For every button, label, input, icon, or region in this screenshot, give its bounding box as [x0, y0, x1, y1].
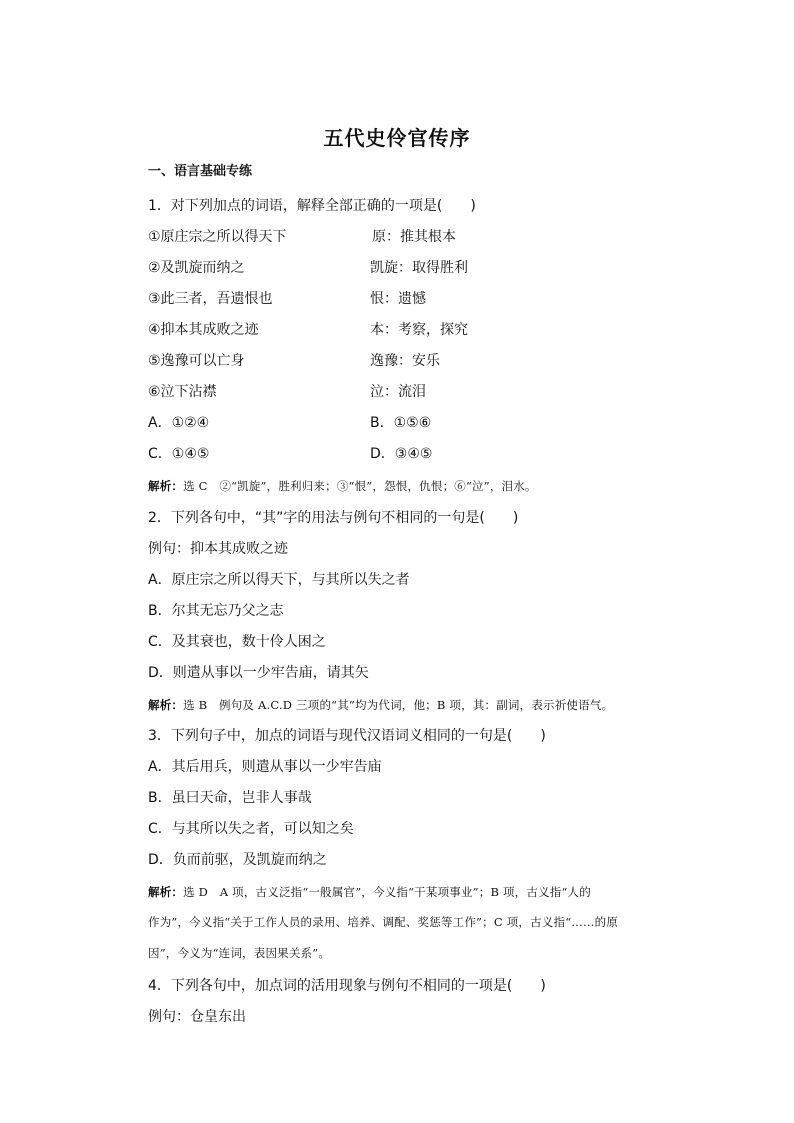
question-2-stem: 2．下列各句中，“其”字的用法与例句不相同的一句是( ) [148, 510, 519, 526]
q1-item-5-word: ⑤逸豫可以亡身 [148, 353, 245, 369]
q1-item-1-word: ①原庄宗之所以得天下 [148, 229, 287, 245]
explain-text: 选 C ②“凯旋”，胜利归来；③“恨”，怨恨，仇恨；⑥“泣”，泪水。 [183, 479, 537, 493]
explain-text: 选 D A 项，古义泛指“一般属官”，今义指“干某项事业”；B 项，古义指“人的 [183, 885, 591, 899]
q1-option-d: D．③④⑤ [370, 446, 433, 462]
explain-label: 解析： [148, 885, 184, 899]
q3-option-a: A．其后用兵，则遣从事以一少牢告庙 [148, 759, 382, 775]
q1-item-3-meaning: 恨：遗憾 [370, 291, 426, 307]
q3-explanation-line-1 [148, 883, 591, 901]
q2-option-c: C．及其衰也，数十伶人困之 [148, 634, 326, 650]
q3-option-c: C．与其所以失之者，可以知之矣 [148, 821, 354, 837]
q1-item-2-meaning: 凯旋：取得胜利 [370, 260, 468, 276]
q3-option-d: D．负而前驱，及凯旋而纳之 [148, 852, 327, 868]
q1-item-5-meaning: 逸豫：安乐 [370, 353, 440, 369]
q1-item-1-meaning: 原：推其根本 [372, 229, 456, 245]
q4-example: 例句：仓皇东出 [148, 1009, 246, 1025]
q2-option-d: D．则遣从事以一少牢告庙，请其矢 [148, 665, 369, 681]
question-4-stem: 4．下列各句中，加点词的活用现象与例句不相同的一项是( ) [148, 978, 546, 994]
q1-item-4-meaning: 本：考察，探究 [370, 322, 468, 338]
explain-label: 解析： [148, 698, 184, 712]
q1-option-c: C．①④⑤ [148, 446, 210, 462]
q3-explanation-line-2: 作为”，今义指“关于工作人员的录用、培养、调配、奖惩等工作”；C 项，古义指“……的原 [148, 915, 619, 929]
q1-item-6-word: ⑥泣下沾襟 [148, 384, 217, 400]
q3-option-b: B．虽曰天命，岂非人事哉 [148, 790, 312, 806]
question-1-stem: 1．对下列加点的词语，解释全部正确的一项是( ) [148, 198, 476, 214]
section-heading: 一、语言基础专练 [148, 164, 253, 179]
q1-item-4-word: ④抑本其成败之迹 [148, 322, 259, 338]
q1-option-a: A．①②④ [148, 415, 210, 431]
explain-text: 选 B 例句及 A.C.D 三项的“其”均为代词，他；B 项，其：副词，表示祈使语气。 [183, 698, 614, 712]
q2-option-a: A．原庄宗之所以得天下，与其所以失之者 [148, 572, 410, 588]
q1-item-6-meaning: 泣：流泪 [370, 384, 426, 400]
q3-explanation-line-3: 因”，今义为“连词，表因果关系”。 [148, 946, 331, 960]
q2-explanation [148, 696, 613, 714]
question-3-stem: 3．下列句子中，加点的词语与现代汉语词义相同的一句是( ) [148, 728, 546, 744]
page-title: 五代史伶官传序 [323, 126, 471, 150]
q1-item-2-word: ②及凯旋而纳之 [148, 260, 245, 276]
q1-option-b: B．①⑤⑥ [370, 415, 432, 431]
q2-option-b: B．尔其无忘乃父之志 [148, 603, 284, 619]
explain-label: 解析： [148, 479, 184, 493]
q1-explanation [148, 477, 537, 495]
q2-example: 例句：抑本其成败之迹 [148, 541, 288, 557]
q1-item-3-word: ③此三者，吾遗恨也 [148, 291, 273, 307]
